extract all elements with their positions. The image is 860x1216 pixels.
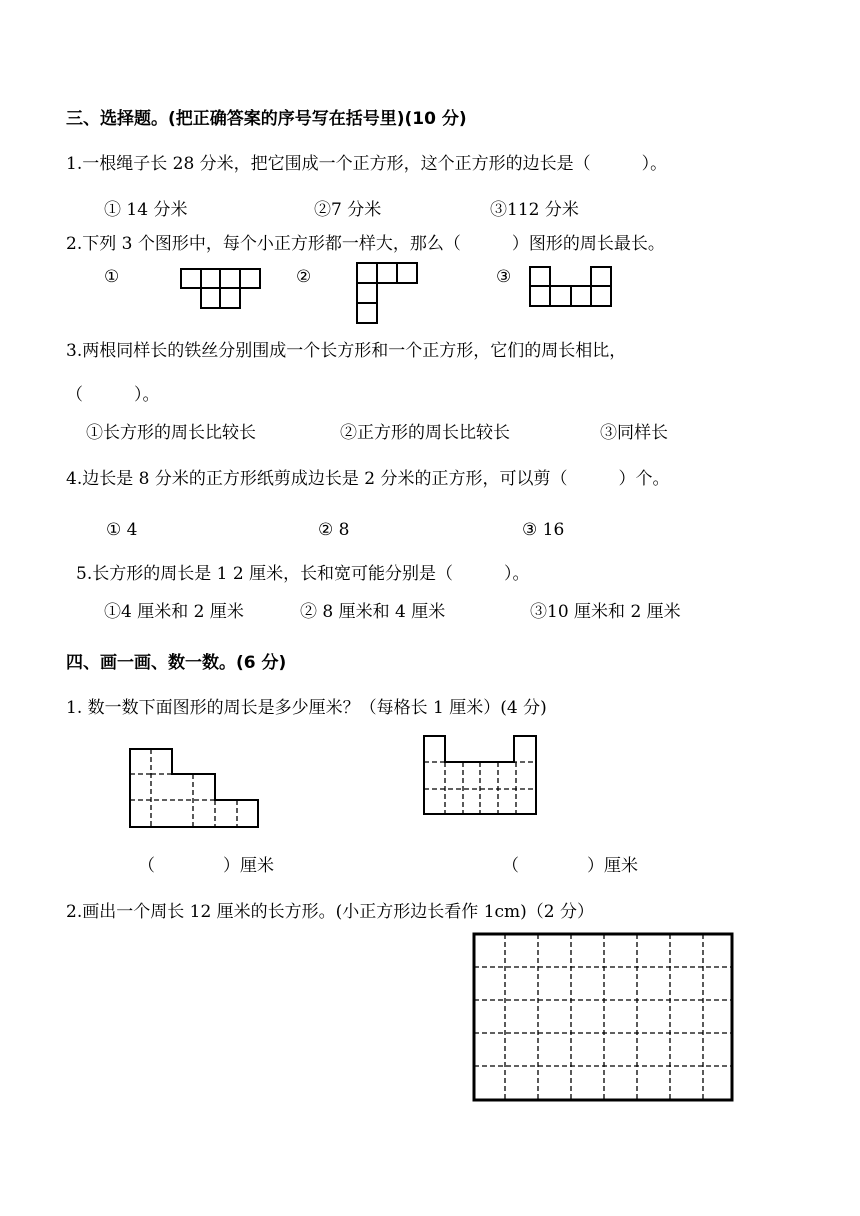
q3-stem: 3.两根同样长的铁丝分别围成一个长方形和一个正方形，它们的周长相比，: [66, 341, 627, 361]
q3-option-3: ③同样长: [600, 423, 668, 443]
s4-q1-figure-1: [129, 748, 263, 830]
q4-option-2: ② 8: [318, 520, 350, 540]
q2-label-1: ①: [104, 267, 120, 287]
q1-option-3: ③112 分米: [490, 200, 579, 220]
s4-q2-stem: 2.画出一个周长 12 厘米的长方形。(小正方形边长看作 1cm)（2 分）: [66, 902, 595, 922]
section3-title: 三、选择题。(把正确答案的序号写在括号里)(10 分): [66, 109, 467, 129]
q4-option-1: ① 4: [106, 520, 138, 540]
s4-q1-figure-2: [423, 735, 539, 817]
q3-option-2: ②正方形的周长比较长: [340, 423, 510, 443]
s4-q1-answer-2: （ ）厘米: [502, 856, 638, 876]
q2-figure-1: [180, 268, 262, 312]
q5-option-1: ①4 厘米和 2 厘米: [104, 602, 244, 622]
q2-label-3: ③: [496, 267, 512, 287]
q4-stem: 4.边长是 8 分米的正方形纸剪成边长是 2 分米的正方形，可以剪（ ）个。: [66, 469, 670, 489]
q2-figure-2: [356, 262, 420, 326]
q2-figure-3: [529, 266, 615, 308]
q5-option-2: ② 8 厘米和 4 厘米: [300, 602, 446, 622]
q3-option-1: ①长方形的周长比较长: [86, 423, 256, 443]
q1-stem: 1.一根绳子长 28 分米，把它围成一个正方形，这个正方形的边长是（ ）。: [66, 154, 668, 174]
s4-q1-answer-1: （ ）厘米: [138, 856, 274, 876]
s4-q1-stem: 1. 数一数下面图形的周长是多少厘米？（每格长 1 厘米）(4 分): [66, 698, 547, 718]
drawing-grid[interactable]: [472, 932, 734, 1104]
q1-option-1: ① 14 分米: [104, 200, 188, 220]
q4-option-3: ③ 16: [522, 520, 565, 540]
q5-stem: 5.长方形的周长是 1 2 厘米，长和宽可能分别是（ ）。: [76, 564, 530, 584]
q1-option-2: ②7 分米: [314, 200, 382, 220]
section4-title: 四、画一画、数一数。(6 分): [66, 653, 287, 673]
q5-option-3: ③10 厘米和 2 厘米: [530, 602, 681, 622]
q3-stem-blank: （ ）。: [66, 385, 160, 405]
q2-label-2: ②: [296, 267, 312, 287]
q2-stem: 2.下列 3 个图形中，每个小正方形都一样大，那么（ ）图形的周长最长。: [66, 234, 665, 254]
